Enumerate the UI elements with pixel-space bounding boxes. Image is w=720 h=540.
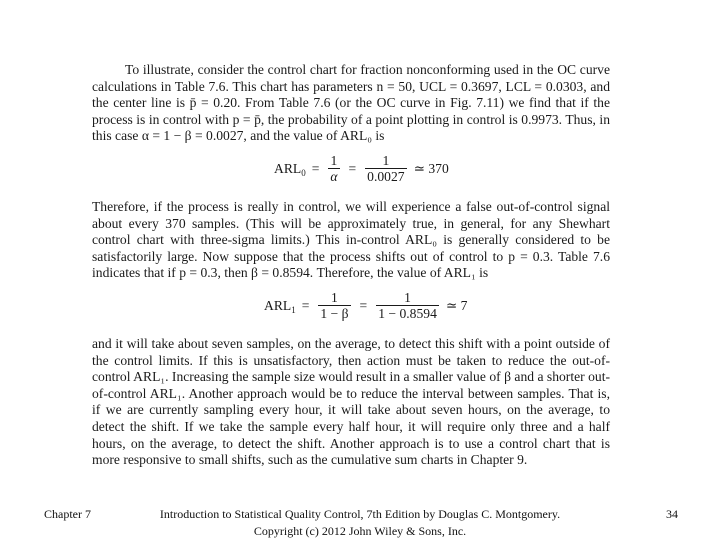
paragraph-therefore: Therefore, if the process is really in control, we will experience a false out-of-control signal about every 370 samples. (This will be approximately true, in general, for any Shewhart control chart with three-sigma limits.) This in-control ARL₀ is generally considered to be satisfactorily large. Now suppose that the process shifts out of control to p = 0.3. Table 7.6 indicates that if p = 0.3, then β = 0.8594. Therefore, the value of ARL₁ is xyxy=(92,198,610,281)
arl0-equals: = xyxy=(311,160,320,176)
arl1-label: $ARL_1$ xyxy=(264,297,296,315)
citation-line-1: Introduction to Statistical Quality Control, 7th Edition by Douglas C. Montgomery. xyxy=(159,507,561,521)
arl0-equals-2: = xyxy=(348,160,357,176)
arl1-fraction-2: $\frac{1}{1 - 0.8594}$ xyxy=(378,290,437,322)
footer-chapter: Chapter 7 xyxy=(44,507,91,521)
footer-page-number: 34 xyxy=(666,507,678,521)
arl0-label: $ARL_0$ xyxy=(274,160,306,178)
arl1-equals-2: = xyxy=(359,297,368,313)
arl0-result: ≃ 370 xyxy=(413,160,449,176)
arl1-fraction-1: $\frac{1}{1 - \beta}$ xyxy=(320,290,349,322)
arl0-fraction-2: $\frac{1}{0.0027}$ xyxy=(367,153,405,185)
arl0-fraction-1: $\frac{1}{\alpha}$ xyxy=(330,153,338,185)
paragraph-conclusion: and it will take about seven samples, on the average, to detect this shift with a point outside of the control limits. If this is unsatisfactory, then action must be taken to reduce the out-of-control ARL₁. Increasing the sample size would result in a smaller value of β and a shorter out-of-control ARL₁. Another approach would be to reduce the interval between samples. That is, if we are currently sampling every hour, it will take about seven hours, on the average, to detect the shift. If we take the sample every half hour, it will require only three and a half hours, on the average, to detect the shift. Another approach is to use a control chart that is more responsive to small shifts, such as the cumulative sum charts in Chapter 9. xyxy=(92,335,610,468)
equation-arl0 xyxy=(92,149,610,189)
arl1-result: ≃ 7 xyxy=(445,297,468,313)
citation-line-2: Copyright (c) 2012 John Wiley & Sons, Inc. xyxy=(253,524,467,538)
footer-citation xyxy=(150,506,570,540)
paragraph-intro: To illustrate, consider the control chart for fraction nonconforming used in the OC curve calculations in Table 7.6. This chart has parameters n = 50, UCL = 0.3697, LCL = 0.0303, and the center line is p̄ = 0.20. From Table 7.6 (or the OC curve in Fig. 7.11) we find that if the process is in control with p = p̄, the probability of a point plotting in control is 0.9973. Thus, in this case α = 1 − β = 0.0027, and the value of ARL₀ is xyxy=(92,62,610,144)
body-text xyxy=(92,62,610,469)
arl1-equals: = xyxy=(301,297,310,313)
equation-arl1 xyxy=(92,286,610,326)
